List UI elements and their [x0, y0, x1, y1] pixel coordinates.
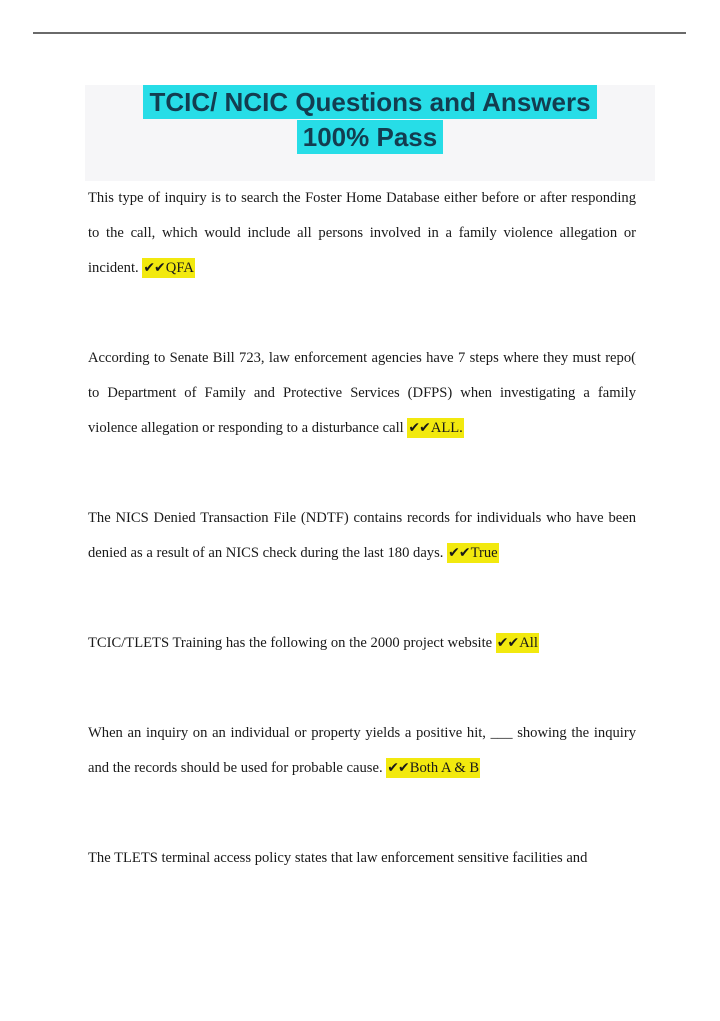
question-text: TCIC/TLETS Training has the following on the 2000 project website [88, 635, 496, 651]
double-checkmark-icon: ✔✔ [496, 635, 519, 651]
document-title [95, 85, 645, 155]
question-text: This type of inquiry is to search the Foster Home Database either before or after responding to the call, which would include all persons involved in a family violence allegation or incident. [88, 190, 636, 276]
qa-item [88, 341, 636, 446]
answer-highlight [386, 758, 480, 778]
answer-text: ALL. [430, 420, 463, 436]
title-line-2: 100% Pass [297, 120, 443, 154]
double-checkmark-icon: ✔✔ [448, 545, 470, 561]
qa-list [88, 181, 636, 931]
question-text: The NICS Denied Transaction File (NDTF) contains records for individuals who have been denied as a result of an NICS check during the last 180 days. [88, 510, 636, 561]
question-text: According to Senate Bill 723, law enforcement agencies have 7 steps where they must repo( to Department of Family and Protective Services (DFPS) when investigating a family violence allegation or responding to a disturbance call [88, 350, 636, 436]
answer-highlight [407, 418, 464, 438]
answer-text: Both A & B [409, 760, 480, 776]
qa-item [88, 501, 636, 571]
double-checkmark-icon: ✔✔ [387, 760, 409, 776]
double-checkmark-icon: ✔✔ [408, 420, 430, 436]
qa-item [88, 626, 636, 661]
answer-text: QFA [165, 260, 194, 276]
qa-item [88, 841, 636, 876]
question-text: The TLETS terminal access policy states that law enforcement sensitive facilities and [88, 850, 588, 866]
answer-text: True [470, 545, 498, 561]
answer-highlight [142, 258, 195, 278]
answer-text: All [519, 635, 538, 651]
answer-highlight [496, 633, 539, 653]
double-checkmark-icon: ✔✔ [143, 260, 165, 276]
qa-item [88, 716, 636, 786]
title-block [85, 85, 655, 181]
qa-item [88, 181, 636, 286]
header-divider-line [33, 32, 686, 34]
answer-highlight [447, 543, 499, 563]
title-line-1: TCIC/ NCIC Questions and Answers [143, 85, 596, 119]
question-text: When an inquiry on an individual or property yields a positive hit, ___ showing the inquiry and the records should be used for probable cause. [88, 725, 636, 776]
